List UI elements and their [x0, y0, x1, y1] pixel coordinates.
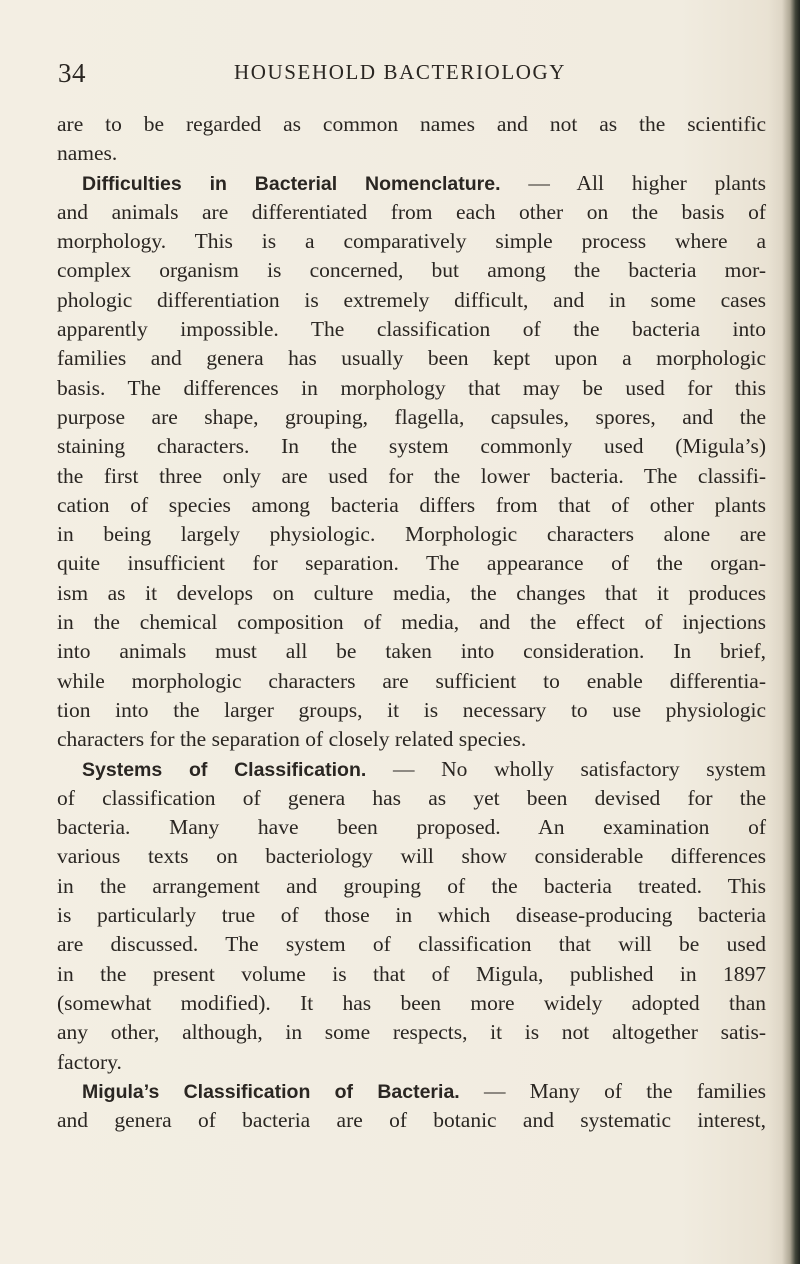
body-text [57, 110, 766, 1135]
text-line: are discussed. The system of classification that will be used [57, 932, 766, 957]
text-line: in the present volume is that of Migula, published in 1897 [57, 961, 766, 986]
text-line: various texts on bacteriology will show considerable differences [57, 844, 766, 869]
text-run: — No wholly satisfactory system [366, 756, 766, 781]
page-edge-shadow [782, 0, 800, 1264]
text-line: purpose are shape, grouping, flagella, capsules, spores, and the [57, 404, 766, 429]
text-line: in being largely physiologic. Morphologic characters alone are [57, 522, 766, 547]
section-heading-line [57, 755, 766, 784]
page-number: 34 [58, 58, 86, 88]
section-heading-line [57, 1077, 766, 1106]
section-heading: Systems of Classification. [82, 758, 367, 781]
text-line: and animals are differentiated from each other on the basis of [57, 199, 766, 224]
text-line: morphology. This is a comparatively simple process where a [57, 229, 766, 254]
text-line: quite insufficient for separation. The appearance of the organ- [57, 551, 766, 576]
page-header [0, 56, 800, 90]
text-line: factory. [57, 1049, 122, 1074]
text-line: (somewhat modified). It has been more widely adopted than [57, 990, 766, 1015]
text-line: any other, although, in some respects, it is not altogether satis- [57, 1020, 766, 1045]
text-line: phologic differentiation is extremely difficult, and in some cases [57, 287, 766, 312]
text-line: of classification of genera has as yet been devised for the [57, 785, 766, 810]
text-line: cation of species among bacteria differs from that of other plants [57, 492, 766, 517]
text-line: tion into the larger groups, it is necessary to use physiologic [57, 697, 766, 722]
section-heading: Migula’s Classification of Bacteria. [82, 1080, 460, 1103]
text-line: apparently impossible. The classification of the bacteria into [57, 317, 766, 342]
text-line: the first three only are used for the lower bacteria. The classifi- [57, 463, 766, 488]
section-heading-line [57, 169, 766, 198]
text-run: — Many of the families [459, 1078, 766, 1103]
text-line: while morphologic characters are sufficient to enable differentia- [57, 668, 766, 693]
text-line: in the arrangement and grouping of the bacteria treated. This [57, 873, 766, 898]
text-line: families and genera has usually been kept upon a morphologic [57, 346, 766, 371]
text-line: staining characters. In the system commonly used (Migula’s) [57, 434, 766, 459]
text-line: complex organism is concerned, but among the bacteria mor- [57, 258, 766, 283]
text-line: are to be regarded as common names and not as the scientific [57, 112, 766, 136]
running-head: HOUSEHOLD BACTERIOLOGY [233, 60, 567, 84]
text-line: basis. The differences in morphology that may be used for this [57, 375, 766, 400]
text-line: names. [57, 141, 118, 166]
text-line: and genera of bacteria are of botanic and systematic interest, [57, 1108, 766, 1133]
text-line: bacteria. Many have been proposed. An examination of [57, 815, 766, 840]
text-line: ism as it develops on culture media, the changes that it produces [57, 580, 766, 605]
text-line: into animals must all be taken into consideration. In brief, [57, 639, 766, 664]
text-line: is particularly true of those in which disease-producing bacteria [57, 903, 766, 928]
text-line: characters for the separation of closely related species. [57, 727, 527, 752]
text-run: — All higher plants [500, 170, 766, 195]
text-line: in the chemical composition of media, and the effect of injections [57, 610, 766, 635]
section-heading: Difficulties in Bacterial Nomenclature. [82, 172, 501, 195]
